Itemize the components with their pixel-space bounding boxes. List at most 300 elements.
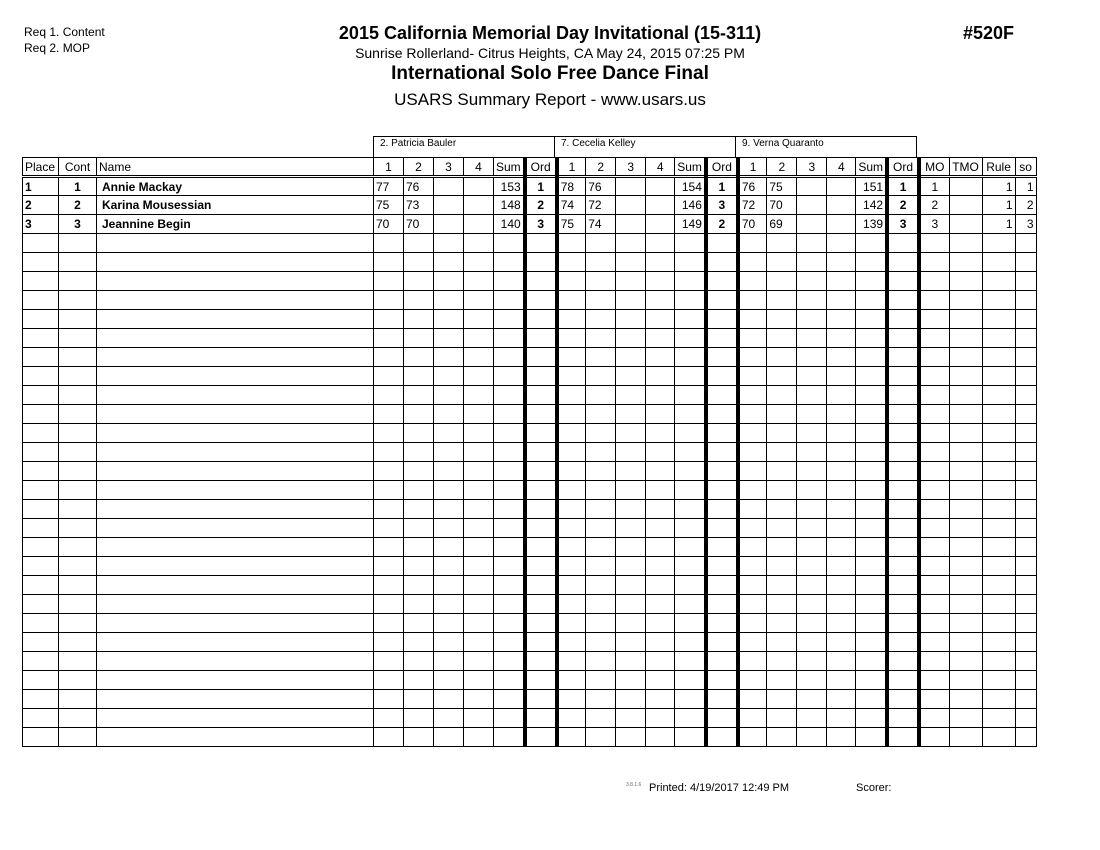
empty-cell (797, 709, 827, 728)
empty-cell (706, 500, 738, 519)
judge2-ord-cell: 1 (706, 177, 738, 196)
venue-line: Sunrise Rollerland- Citrus Heights, CA May 24, 2015 07:25 PM (355, 45, 745, 61)
empty-cell (525, 595, 557, 614)
empty-cell (494, 633, 525, 652)
empty-cell (1015, 614, 1036, 633)
empty-cell (23, 557, 59, 576)
judge1-score-4-cell (464, 177, 494, 196)
empty-row (23, 462, 1037, 481)
empty-cell (616, 234, 646, 253)
empty-cell (646, 310, 675, 329)
empty-cell (59, 253, 97, 272)
empty-row (23, 500, 1037, 519)
empty-cell (706, 405, 738, 424)
empty-row (23, 728, 1037, 747)
cont-cell: 1 (59, 177, 97, 196)
empty-cell (646, 557, 675, 576)
empty-cell (616, 728, 646, 747)
empty-cell (557, 367, 586, 386)
col-place: Place (23, 158, 59, 177)
judge2-score-4-cell (646, 215, 675, 234)
judge3-sum-cell: 142 (856, 196, 887, 215)
judge1-ord-cell: 2 (525, 196, 557, 215)
judge3-sum-cell: 151 (856, 177, 887, 196)
rule-cell: 1 (982, 196, 1015, 215)
empty-cell (494, 367, 525, 386)
empty-cell (949, 367, 982, 386)
empty-cell (1015, 310, 1036, 329)
empty-cell (1015, 557, 1036, 576)
empty-cell (23, 690, 59, 709)
empty-cell (949, 443, 982, 462)
empty-cell (557, 652, 586, 671)
judge1-score-2-cell: 73 (404, 196, 434, 215)
empty-cell (23, 519, 59, 538)
empty-cell (374, 310, 404, 329)
empty-cell (827, 538, 856, 557)
empty-cell (706, 481, 738, 500)
empty-cell (374, 576, 404, 595)
empty-cell (557, 728, 586, 747)
empty-cell (827, 405, 856, 424)
empty-cell (856, 272, 887, 291)
empty-cell (919, 253, 949, 272)
empty-cell (767, 462, 797, 481)
empty-cell (856, 652, 887, 671)
empty-cell (982, 443, 1015, 462)
judge2-score-1-cell: 78 (557, 177, 586, 196)
empty-cell (767, 652, 797, 671)
empty-cell (675, 405, 706, 424)
empty-cell (404, 462, 434, 481)
col-j1-ord: Ord (525, 158, 557, 177)
empty-cell (767, 481, 797, 500)
empty-cell (374, 367, 404, 386)
empty-cell (738, 690, 767, 709)
table-row (23, 215, 1037, 234)
empty-cell (982, 690, 1015, 709)
empty-cell (434, 310, 464, 329)
empty-cell (856, 595, 887, 614)
empty-cell (646, 690, 675, 709)
empty-cell (23, 329, 59, 348)
empty-cell (586, 614, 616, 633)
empty-cell (97, 291, 374, 310)
empty-cell (557, 519, 586, 538)
empty-cell (23, 234, 59, 253)
empty-cell (494, 234, 525, 253)
empty-cell (404, 367, 434, 386)
empty-cell (887, 253, 919, 272)
empty-cell (59, 500, 97, 519)
empty-cell (464, 671, 494, 690)
empty-cell (494, 519, 525, 538)
empty-cell (23, 310, 59, 329)
empty-cell (827, 462, 856, 481)
empty-cell (374, 405, 404, 424)
empty-cell (919, 633, 949, 652)
empty-cell (982, 386, 1015, 405)
empty-cell (434, 728, 464, 747)
judge1-score-4-cell (464, 215, 494, 234)
empty-cell (982, 538, 1015, 557)
empty-cell (374, 234, 404, 253)
empty-cell (525, 329, 557, 348)
judge3-score-2-cell: 70 (767, 196, 797, 215)
empty-cell (616, 690, 646, 709)
empty-cell (494, 652, 525, 671)
empty-cell (464, 443, 494, 462)
name-cell: Jeannine Begin (97, 215, 374, 234)
empty-cell (97, 234, 374, 253)
empty-cell (706, 671, 738, 690)
empty-cell (675, 633, 706, 652)
empty-cell (1015, 671, 1036, 690)
mo-cell: 3 (919, 215, 949, 234)
empty-cell (97, 671, 374, 690)
judge2-ord-cell: 3 (706, 196, 738, 215)
empty-cell (59, 348, 97, 367)
judge3-ord-cell: 2 (887, 196, 919, 215)
empty-cell (949, 519, 982, 538)
empty-cell (97, 557, 374, 576)
empty-cell (525, 310, 557, 329)
empty-cell (856, 519, 887, 538)
judge1-score-4-cell (464, 196, 494, 215)
empty-cell (646, 367, 675, 386)
empty-cell (23, 614, 59, 633)
empty-cell (494, 500, 525, 519)
empty-cell (616, 595, 646, 614)
empty-cell (706, 253, 738, 272)
empty-cell (675, 519, 706, 538)
empty-cell (464, 690, 494, 709)
empty-cell (675, 595, 706, 614)
empty-cell (434, 329, 464, 348)
empty-cell (434, 652, 464, 671)
empty-cell (919, 690, 949, 709)
empty-cell (949, 348, 982, 367)
empty-cell (797, 519, 827, 538)
empty-cell (525, 709, 557, 728)
empty-cell (675, 291, 706, 310)
empty-cell (97, 690, 374, 709)
empty-cell (856, 291, 887, 310)
empty-cell (616, 443, 646, 462)
empty-row (23, 481, 1037, 500)
judge3-score-3-cell (797, 196, 827, 215)
empty-cell (887, 500, 919, 519)
col-so: so (1015, 158, 1036, 177)
empty-cell (675, 500, 706, 519)
empty-cell (23, 386, 59, 405)
empty-cell (1015, 386, 1036, 405)
empty-cell (797, 367, 827, 386)
empty-cell (97, 481, 374, 500)
empty-cell (464, 519, 494, 538)
empty-cell (738, 576, 767, 595)
results-table (22, 157, 1037, 747)
empty-cell (434, 253, 464, 272)
empty-cell (646, 595, 675, 614)
empty-cell (675, 424, 706, 443)
empty-cell (434, 405, 464, 424)
col-j3-2: 2 (767, 158, 797, 177)
empty-cell (856, 557, 887, 576)
empty-cell (675, 348, 706, 367)
empty-cell (856, 367, 887, 386)
empty-cell (738, 405, 767, 424)
judge1-score-2-cell: 70 (404, 215, 434, 234)
empty-cell (887, 291, 919, 310)
empty-cell (404, 538, 434, 557)
empty-cell (404, 576, 434, 595)
empty-cell (675, 709, 706, 728)
empty-cell (949, 671, 982, 690)
empty-cell (616, 253, 646, 272)
empty-cell (616, 500, 646, 519)
empty-cell (706, 633, 738, 652)
judge3-score-4-cell (827, 215, 856, 234)
empty-row (23, 557, 1037, 576)
empty-cell (706, 690, 738, 709)
empty-cell (464, 310, 494, 329)
empty-row (23, 272, 1037, 291)
empty-cell (706, 367, 738, 386)
judge2-score-4-cell (646, 177, 675, 196)
empty-cell (856, 576, 887, 595)
empty-cell (525, 690, 557, 709)
empty-cell (23, 728, 59, 747)
empty-cell (797, 291, 827, 310)
empty-cell (97, 652, 374, 671)
empty-cell (856, 728, 887, 747)
empty-cell (887, 671, 919, 690)
empty-cell (434, 519, 464, 538)
empty-cell (464, 386, 494, 405)
so-cell: 3 (1015, 215, 1036, 234)
empty-cell (797, 462, 827, 481)
empty-cell (797, 272, 827, 291)
empty-cell (586, 709, 616, 728)
empty-cell (616, 291, 646, 310)
empty-cell (557, 576, 586, 595)
empty-cell (557, 386, 586, 405)
empty-cell (59, 462, 97, 481)
empty-cell (59, 481, 97, 500)
empty-cell (706, 595, 738, 614)
empty-cell (738, 272, 767, 291)
empty-cell (464, 538, 494, 557)
empty-row (23, 253, 1037, 272)
judge3-score-1-cell: 70 (738, 215, 767, 234)
empty-cell (464, 576, 494, 595)
empty-cell (525, 652, 557, 671)
empty-cell (59, 443, 97, 462)
col-j2-ord: Ord (706, 158, 738, 177)
empty-cell (919, 709, 949, 728)
empty-cell (1015, 462, 1036, 481)
empty-cell (23, 671, 59, 690)
rule-cell: 1 (982, 215, 1015, 234)
empty-cell (616, 329, 646, 348)
empty-cell (982, 709, 1015, 728)
empty-cell (827, 728, 856, 747)
empty-cell (525, 671, 557, 690)
empty-cell (949, 272, 982, 291)
empty-cell (887, 633, 919, 652)
empty-cell (59, 595, 97, 614)
col-tmo: TMO (949, 158, 982, 177)
empty-cell (23, 652, 59, 671)
empty-cell (557, 500, 586, 519)
empty-cell (856, 234, 887, 253)
empty-cell (23, 272, 59, 291)
empty-cell (887, 481, 919, 500)
empty-cell (675, 671, 706, 690)
empty-cell (557, 291, 586, 310)
empty-cell (767, 671, 797, 690)
place-cell: 1 (23, 177, 59, 196)
empty-cell (97, 272, 374, 291)
empty-cell (856, 614, 887, 633)
empty-cell (767, 272, 797, 291)
empty-cell (1015, 576, 1036, 595)
empty-cell (464, 652, 494, 671)
empty-cell (23, 348, 59, 367)
judge3-score-2-cell: 75 (767, 177, 797, 196)
empty-cell (586, 253, 616, 272)
empty-cell (404, 557, 434, 576)
judge2-score-2-cell: 74 (586, 215, 616, 234)
report-title: USARS Summary Report - www.usars.us (394, 90, 706, 109)
judge2-score-2-cell: 72 (586, 196, 616, 215)
empty-cell (982, 576, 1015, 595)
empty-cell (706, 557, 738, 576)
col-mo: MO (919, 158, 949, 177)
empty-cell (586, 348, 616, 367)
empty-cell (59, 272, 97, 291)
empty-cell (616, 367, 646, 386)
empty-cell (434, 538, 464, 557)
empty-cell (374, 709, 404, 728)
empty-cell (494, 538, 525, 557)
empty-cell (949, 462, 982, 481)
empty-cell (404, 234, 434, 253)
empty-cell (856, 329, 887, 348)
empty-cell (374, 291, 404, 310)
empty-cell (23, 576, 59, 595)
empty-cell (586, 272, 616, 291)
empty-row (23, 310, 1037, 329)
empty-cell (374, 538, 404, 557)
empty-cell (797, 690, 827, 709)
empty-cell (675, 690, 706, 709)
empty-cell (586, 690, 616, 709)
col-j3-ord: Ord (887, 158, 919, 177)
empty-cell (675, 310, 706, 329)
empty-cell (797, 405, 827, 424)
empty-cell (59, 519, 97, 538)
empty-cell (374, 272, 404, 291)
empty-cell (827, 424, 856, 443)
empty-cell (738, 462, 767, 481)
scorer-label: Scorer: (856, 782, 892, 794)
table-row (23, 177, 1037, 196)
empty-cell (525, 234, 557, 253)
empty-cell (586, 329, 616, 348)
empty-row (23, 519, 1037, 538)
empty-cell (797, 443, 827, 462)
empty-cell (827, 633, 856, 652)
empty-cell (887, 310, 919, 329)
empty-cell (586, 291, 616, 310)
empty-cell (404, 253, 434, 272)
empty-cell (919, 424, 949, 443)
empty-cell (797, 633, 827, 652)
empty-cell (23, 500, 59, 519)
judge1-score-2-cell: 76 (404, 177, 434, 196)
empty-cell (919, 405, 949, 424)
empty-cell (767, 709, 797, 728)
empty-cell (464, 253, 494, 272)
judge2-score-1-cell: 75 (557, 215, 586, 234)
empty-cell (374, 671, 404, 690)
col-cont: Cont (59, 158, 97, 177)
empty-cell (827, 291, 856, 310)
empty-cell (525, 538, 557, 557)
empty-cell (738, 291, 767, 310)
empty-cell (434, 386, 464, 405)
judge1-ord-cell: 1 (525, 177, 557, 196)
empty-cell (1015, 329, 1036, 348)
cont-cell: 2 (59, 196, 97, 215)
judge3-score-3-cell (797, 177, 827, 196)
empty-cell (856, 709, 887, 728)
empty-cell (767, 234, 797, 253)
empty-cell (434, 272, 464, 291)
empty-cell (887, 424, 919, 443)
empty-cell (434, 671, 464, 690)
empty-cell (827, 500, 856, 519)
empty-cell (494, 386, 525, 405)
empty-cell (767, 443, 797, 462)
empty-cell (616, 348, 646, 367)
empty-cell (949, 709, 982, 728)
empty-cell (706, 576, 738, 595)
empty-cell (827, 595, 856, 614)
empty-cell (706, 234, 738, 253)
empty-cell (586, 443, 616, 462)
empty-cell (646, 348, 675, 367)
empty-cell (767, 633, 797, 652)
empty-cell (525, 500, 557, 519)
empty-cell (919, 481, 949, 500)
empty-cell (23, 424, 59, 443)
empty-cell (97, 519, 374, 538)
empty-cell (404, 500, 434, 519)
empty-cell (675, 386, 706, 405)
empty-cell (374, 462, 404, 481)
empty-cell (464, 272, 494, 291)
empty-cell (827, 709, 856, 728)
empty-cell (59, 329, 97, 348)
empty-cell (374, 690, 404, 709)
empty-cell (797, 576, 827, 595)
empty-cell (374, 500, 404, 519)
empty-cell (374, 633, 404, 652)
empty-cell (23, 253, 59, 272)
